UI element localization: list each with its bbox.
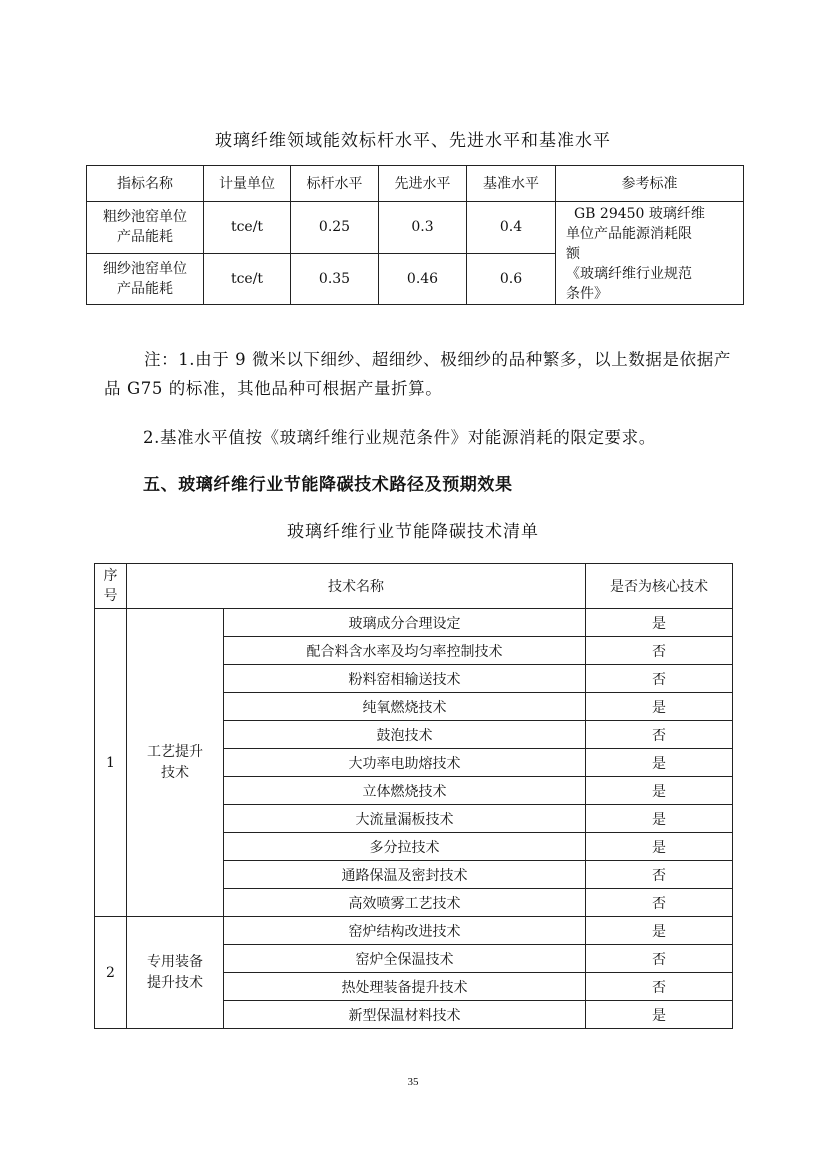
table-row: [95, 609, 733, 637]
reference-line: GB 29450 玻璃纤维: [574, 206, 705, 222]
header-cell: 指标名称: [87, 166, 204, 202]
category-line: 专用装备: [147, 953, 203, 970]
note-paragraph: 2.基准水平值按《玻璃纤维行业规范条件》对能源消耗的限定要求。: [143, 428, 656, 447]
indicator-name-line: 产品能耗: [117, 280, 173, 297]
seq-header-line: 序: [103, 568, 118, 584]
core-tech-cell: 是: [586, 749, 733, 777]
core-tech-cell: 否: [586, 665, 733, 693]
tech-name-cell: 大流量漏板技术: [224, 805, 586, 833]
indicator-name-line: 细纱池窑单位: [103, 260, 187, 277]
baseline-cell: 0.4: [467, 202, 556, 254]
category-line: 工艺提升: [147, 743, 203, 760]
seq-cell: 2: [95, 917, 127, 1029]
core-tech-cell: 否: [586, 637, 733, 665]
tech-name-cell: 窑炉结构改进技术: [224, 917, 586, 945]
core-tech-cell: 是: [586, 1001, 733, 1029]
reference-standard-cell: [556, 202, 744, 305]
table1-title: 玻璃纤维领域能效标杆水平、先进水平和基准水平: [215, 131, 611, 151]
core-tech-cell: 是: [586, 609, 733, 637]
tech-name-cell: 多分拉技术: [224, 833, 586, 861]
category-line: 提升技术: [147, 974, 203, 991]
category-cell: [127, 609, 224, 917]
tech-name-cell: 新型保温材料技术: [224, 1001, 586, 1029]
advanced-cell: 0.46: [379, 253, 467, 305]
table-row: [87, 202, 744, 254]
header-cell: 先进水平: [379, 166, 467, 202]
tech-name-cell: 热处理装备提升技术: [224, 973, 586, 1001]
core-tech-cell: 是: [586, 833, 733, 861]
tech-name-cell: 大功率电助熔技术: [224, 749, 586, 777]
benchmark-cell: 0.25: [291, 202, 379, 254]
category-line: 技术: [161, 764, 189, 781]
seq-header-cell: [95, 564, 127, 609]
reference-line: 额: [566, 246, 580, 262]
seq-header-line: 号: [103, 588, 118, 604]
table2-title: 玻璃纤维行业节能降碳技术清单: [287, 522, 539, 542]
tech-name-cell: 高效喷雾工艺技术: [224, 889, 586, 917]
core-tech-cell: 是: [586, 777, 733, 805]
tech-name-cell: 粉料窑相输送技术: [224, 665, 586, 693]
benchmark-cell: 0.35: [291, 253, 379, 305]
core-tech-cell: 是: [586, 917, 733, 945]
technology-list-table: [94, 563, 733, 1029]
indicator-name-line: 粗纱池窑单位: [103, 209, 187, 226]
header-cell: 参考标准: [556, 166, 744, 202]
tech-name-cell: 玻璃成分合理设定: [224, 609, 586, 637]
page-number: 35: [407, 1076, 419, 1088]
reference-line: 条件》: [566, 286, 608, 302]
core-header-cell: 是否为核心技术: [586, 564, 733, 609]
core-tech-cell: 否: [586, 861, 733, 889]
unit-cell: tce/t: [204, 202, 291, 254]
note-text: 注：1.由于 9 微米以下细纱、超细纱、极细纱的品种繁多，以上数据是依据产品 G75 的标准，其他品种可根据产量折算。: [104, 350, 731, 398]
tech-name-cell: 窑炉全保温技术: [224, 945, 586, 973]
core-tech-cell: 否: [586, 721, 733, 749]
tech-name-cell: 通路保温及密封技术: [224, 861, 586, 889]
tech-name-cell: 立体燃烧技术: [224, 777, 586, 805]
section-heading: 五、玻璃纤维行业节能降碳技术路径及预期效果: [143, 475, 513, 495]
efficiency-levels-table: [86, 165, 744, 305]
indicator-name-cell: [87, 253, 204, 305]
header-cell: 基准水平: [467, 166, 556, 202]
reference-line: 单位产品能源消耗限: [566, 226, 692, 242]
core-tech-cell: 是: [586, 693, 733, 721]
table-header-row: [95, 564, 733, 609]
baseline-cell: 0.6: [467, 253, 556, 305]
core-tech-cell: 否: [586, 889, 733, 917]
core-tech-cell: 是: [586, 805, 733, 833]
unit-cell: tce/t: [204, 253, 291, 305]
reference-line: 《玻璃纤维行业规范: [566, 266, 692, 282]
header-cell: 标杆水平: [291, 166, 379, 202]
indicator-name-line: 产品能耗: [117, 229, 173, 246]
core-tech-cell: 否: [586, 945, 733, 973]
core-tech-cell: 否: [586, 973, 733, 1001]
header-cell: 计量单位: [204, 166, 291, 202]
tech-name-cell: 鼓泡技术: [224, 721, 586, 749]
tech-name-header-cell: 技术名称: [127, 564, 586, 609]
category-cell: [127, 917, 224, 1029]
tech-name-cell: 纯氧燃烧技术: [224, 693, 586, 721]
note-paragraph: [104, 345, 734, 403]
indicator-name-cell: [87, 202, 204, 254]
table-row: [95, 917, 733, 945]
table-header-row: [87, 166, 744, 202]
seq-cell: 1: [95, 609, 127, 917]
tech-name-cell: 配合料含水率及均匀率控制技术: [224, 637, 586, 665]
advanced-cell: 0.3: [379, 202, 467, 254]
